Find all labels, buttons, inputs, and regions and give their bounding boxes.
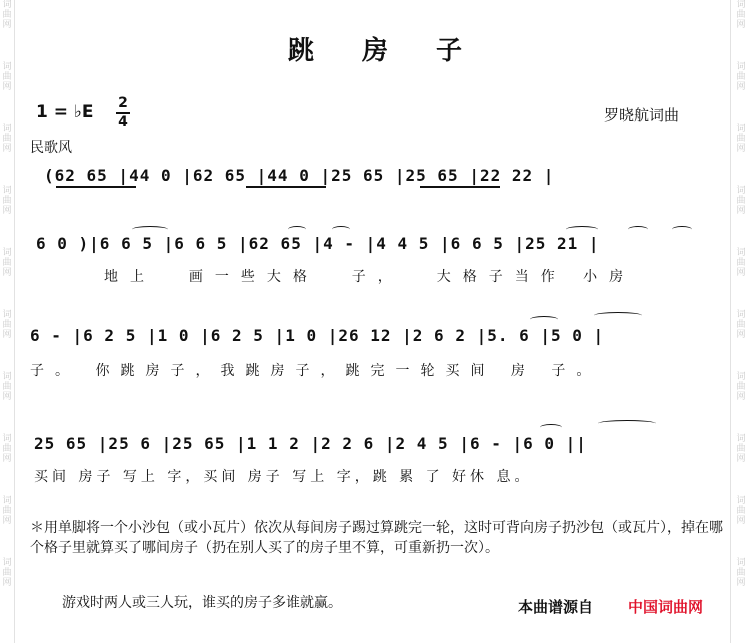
wm-char: 网: [2, 578, 12, 588]
wm-char: 词: [2, 496, 12, 506]
wm-char: 词: [736, 62, 746, 72]
score-row-3: 6 - |6 2 5 |1 0 |6 2 5 |1 0 |26 12 |2 6 2 |5. 6 |5 0 |: [30, 326, 605, 345]
left-border: [14, 0, 15, 643]
wm-char: 网: [2, 330, 12, 340]
wm-char: 词: [736, 496, 746, 506]
wm-char: 曲: [736, 568, 746, 578]
time-signature: [116, 96, 130, 130]
wm-char: 曲: [736, 382, 746, 392]
watermark-left-5: [2, 248, 12, 278]
watermark-left-6: [2, 310, 12, 340]
wm-char: 曲: [736, 72, 746, 82]
lyrics-row-3: 子。 你跳房子，我跳房子，跳完一轮买间 房 子。: [30, 363, 602, 379]
wm-char: 词: [2, 558, 12, 568]
watermark-left-3: [2, 124, 12, 154]
wm-char: 网: [736, 330, 746, 340]
wm-char: 词: [736, 434, 746, 444]
wm-char: 词: [2, 434, 12, 444]
watermark-left-7: [2, 372, 12, 402]
wm-char: 曲: [736, 10, 746, 20]
wm-char: 曲: [2, 258, 12, 268]
wm-char: 曲: [2, 72, 12, 82]
slur: [332, 226, 350, 233]
wm-char: 网: [2, 516, 12, 526]
style-marking: 民歌风: [30, 140, 72, 156]
wm-char: 词: [736, 372, 746, 382]
wm-char: 网: [736, 454, 746, 464]
slur: [288, 226, 306, 233]
slur: [672, 226, 692, 233]
watermark-right-9: [736, 496, 746, 526]
wm-char: 词: [2, 186, 12, 196]
watermark-left-1: [2, 0, 12, 30]
right-border: [730, 0, 731, 643]
wm-char: 网: [2, 454, 12, 464]
wm-char: 曲: [2, 10, 12, 20]
key-signature: 1 = ♭E: [36, 102, 94, 122]
slur: [566, 226, 598, 233]
wm-char: 曲: [2, 320, 12, 330]
slur: [598, 420, 656, 427]
slur: [540, 424, 562, 431]
watermark-right-10: [736, 558, 746, 588]
wm-char: 网: [736, 144, 746, 154]
wm-char: 曲: [736, 258, 746, 268]
wm-char: 词: [2, 310, 12, 320]
wm-char: 词: [2, 372, 12, 382]
watermark-right-4: [736, 186, 746, 216]
time-top: 2: [118, 95, 128, 111]
watermark-right-5: [736, 248, 746, 278]
score-row-1: (62 65 |44 0 |62 65 |44 0 |25 65 |25 65 |22 22 |: [44, 166, 555, 185]
wm-char: 曲: [736, 506, 746, 516]
watermark-left-9: [2, 496, 12, 526]
wm-char: 网: [736, 578, 746, 588]
wm-char: 词: [2, 124, 12, 134]
watermark-left-10: [2, 558, 12, 588]
wm-char: 词: [736, 558, 746, 568]
watermark-right-3: [736, 124, 746, 154]
wm-char: 词: [736, 0, 746, 10]
wm-char: 曲: [2, 134, 12, 144]
wm-char: 网: [736, 206, 746, 216]
beam: [56, 186, 136, 188]
lyrics-row-2: 地上 画一些大格 子， 大格子当作 小房: [104, 269, 636, 285]
watermark-right-1: [736, 0, 746, 30]
wm-char: 曲: [2, 382, 12, 392]
wm-char: 曲: [736, 320, 746, 330]
time-bottom: 4: [118, 114, 128, 130]
source-label: 本曲谱源自: [518, 598, 594, 616]
wm-char: 词: [736, 186, 746, 196]
wm-char: 网: [736, 20, 746, 30]
wm-char: 曲: [2, 444, 12, 454]
wm-char: 词: [736, 310, 746, 320]
wm-char: 曲: [736, 444, 746, 454]
watermark-right-7: [736, 372, 746, 402]
wm-char: 曲: [2, 506, 12, 516]
beam: [420, 186, 500, 188]
wm-char: 网: [2, 20, 12, 30]
wm-char: 词: [736, 248, 746, 258]
author-credit: 罗晓航词曲: [604, 106, 680, 124]
game-note: 游戏时两人或三人玩，谁买的房子多谁就赢。: [62, 595, 342, 611]
wm-char: 曲: [736, 134, 746, 144]
lyrics-row-4: 买间 房子 写上 字，买间 房子 写上 字，跳 累 了 好休 息。: [34, 469, 533, 485]
watermark-left-8: [2, 434, 12, 464]
wm-char: 词: [736, 124, 746, 134]
wm-char: 网: [736, 516, 746, 526]
wm-char: 网: [736, 392, 746, 402]
score-row-4: 25 65 |25 6 |25 65 |1 1 2 |2 2 6 |2 4 5 |6 - |6 0 ||: [34, 434, 587, 453]
footnote: ＊用单脚将一个小沙包（或小瓦片）依次从每间房子踢过算跳完一轮，这时可背向房子扔沙包（或瓦片），掉在哪个格子里就算买了哪间房子（扔在别人买了的房子里不算，可重新扔一次）。: [30, 520, 723, 556]
slur: [628, 226, 648, 233]
wm-char: 曲: [736, 196, 746, 206]
beam: [246, 186, 326, 188]
slur: [132, 226, 168, 233]
song-title: 跳房子: [287, 36, 510, 66]
wm-char: 网: [2, 268, 12, 278]
slur: [594, 312, 642, 319]
wm-char: 网: [2, 206, 12, 216]
wm-char: 词: [2, 0, 12, 10]
wm-char: 网: [2, 82, 12, 92]
wm-char: 曲: [2, 196, 12, 206]
wm-char: 曲: [2, 568, 12, 578]
watermark-right-6: [736, 310, 746, 340]
score-row-2: 6 0 )|6 6 5 |6 6 5 |62 65 |4 - |4 4 5 |6 6 5 |25 21 |: [36, 234, 600, 253]
wm-char: 词: [2, 62, 12, 72]
slur: [530, 316, 558, 323]
wm-char: 网: [2, 144, 12, 154]
wm-char: 网: [736, 268, 746, 278]
watermark-left-4: [2, 186, 12, 216]
watermark-right-8: [736, 434, 746, 464]
wm-char: 网: [736, 82, 746, 92]
wm-char: 词: [2, 248, 12, 258]
wm-char: 网: [2, 392, 12, 402]
source-site-link[interactable]: 中国词曲网: [628, 598, 704, 616]
